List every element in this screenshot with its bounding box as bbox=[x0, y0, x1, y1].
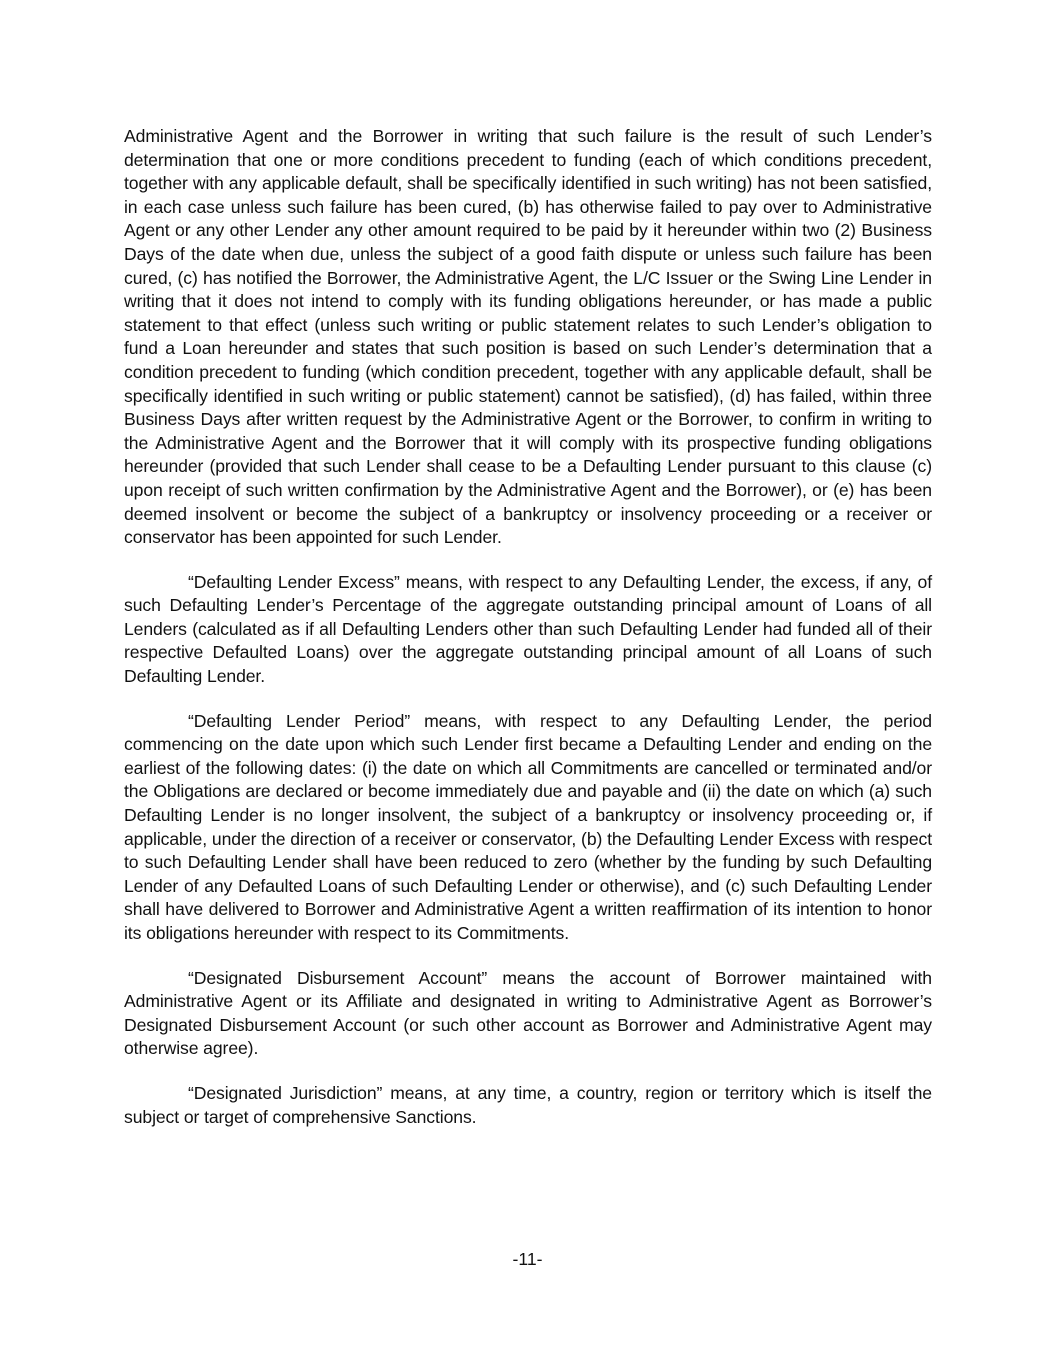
definition-paragraph bbox=[124, 710, 932, 946]
definition-text: means, with respect to any Defaulting Lender, the period commencing on the date upon which such Lender first became a Defaulting Lender and ending on the earliest of the following dates: (i) the date on which all Commitments are cancelled or terminated and/or the Obligations are declared or become immediately due and payable and (ii) the date on which (a) such Defaulting Lender is no longer insolvent, the subject of a bankruptcy or insolvency proceeding or, if applicable, under the direction of a receiver or conservator, (b) the Defaulting Lender Excess with respect to such Defaulting Lender shall have been reduced to zero (whether by the funding by such Defaulting Lender of any Defaulted Loans of such Defaulting Lender or otherwise), and (c) such Defaulting Lender shall have delivered to Borrower and Administrative Agent a written reaffirmation of its intention to honor its obligations hereunder with respect to its Commitments. bbox=[124, 710, 932, 943]
definition-text: means the account of Borrower maintained with Administrative Agent or its Affiliate and designated in writing to Administrative Agent as Borrower’s Designated Disbursement Account (or such other account as Borrower and Administrative Agent may otherwise agree). bbox=[124, 967, 932, 1059]
definition-text: means, with respect to any Defaulting Lender, the excess, if any, of such Defaulting Lender’s Percentage of the aggregate outstanding principal amount of Loans of all Lenders (calculated as if all Defaulting Lenders other than such Defaulting Lender had funded all of their respective Defaulted Loans) over the aggregate outstanding principal amount of all Loans of such Defaulting Lender. bbox=[124, 571, 933, 687]
defined-term: “Designated Jurisdiction” bbox=[188, 1082, 383, 1103]
definition-paragraph bbox=[124, 571, 932, 689]
continuation-paragraph: Administrative Agent and the Borrower in writing that such failure is the result of such Lender’s determination that one or more conditions precedent to funding (each of which conditions precedent, together with any applicable default, shall be specifically identified in such writing) has not been satisfied, in each case unless such failure has been cured, (b) has otherwise failed to pay over to Administrative Agent or any other Lender any other amount required to be paid by it hereunder within two (2) Business Days of the date when due, unless the subject of a good faith dispute or unless such failure has been cured, (c) has notified the Borrower, the Administrative Agent, the L/C Issuer or the Swing Line Lender in writing that it does not intend to comply with its funding obligations hereunder, or has made a public statement to that effect (unless such writing or public statement relates to such Lender’s obligation to fund a Loan hereunder and states that such position is based on such Lender’s determination that a condition precedent to funding (which condition precedent, together with any applicable default, shall be specifically identified in such writing or public statement) cannot be satisfied), (d) has failed, within three Business Days after written request by the Administrative Agent or the Borrower, to confirm in writing to the Administrative Agent and the Borrower that it will comply with its prospective funding obligations hereunder (provided that such Lender shall cease to be a Defaulting Lender pursuant to this clause (c) upon receipt of such written confirmation by the Administrative Agent and the Borrower), or (e) has been deemed insolvent or become the subject of a bankruptcy or insolvency proceeding or a receiver or conservator has been appointed for such Lender. bbox=[124, 126, 932, 548]
definition-text: means, at any time, a country, region or territory which is itself the subject or target of comprehensive Sanctions. bbox=[124, 1082, 932, 1127]
defined-term: “Defaulting Lender Excess” bbox=[188, 571, 400, 592]
definition-paragraph bbox=[124, 1082, 932, 1129]
definition-paragraph bbox=[124, 967, 932, 1061]
defined-term: “Designated Disbursement Account” bbox=[188, 967, 488, 988]
defined-term: “Defaulting Lender Period” bbox=[188, 710, 411, 731]
document-page bbox=[124, 125, 932, 1150]
page-number: -11- bbox=[512, 1249, 543, 1269]
